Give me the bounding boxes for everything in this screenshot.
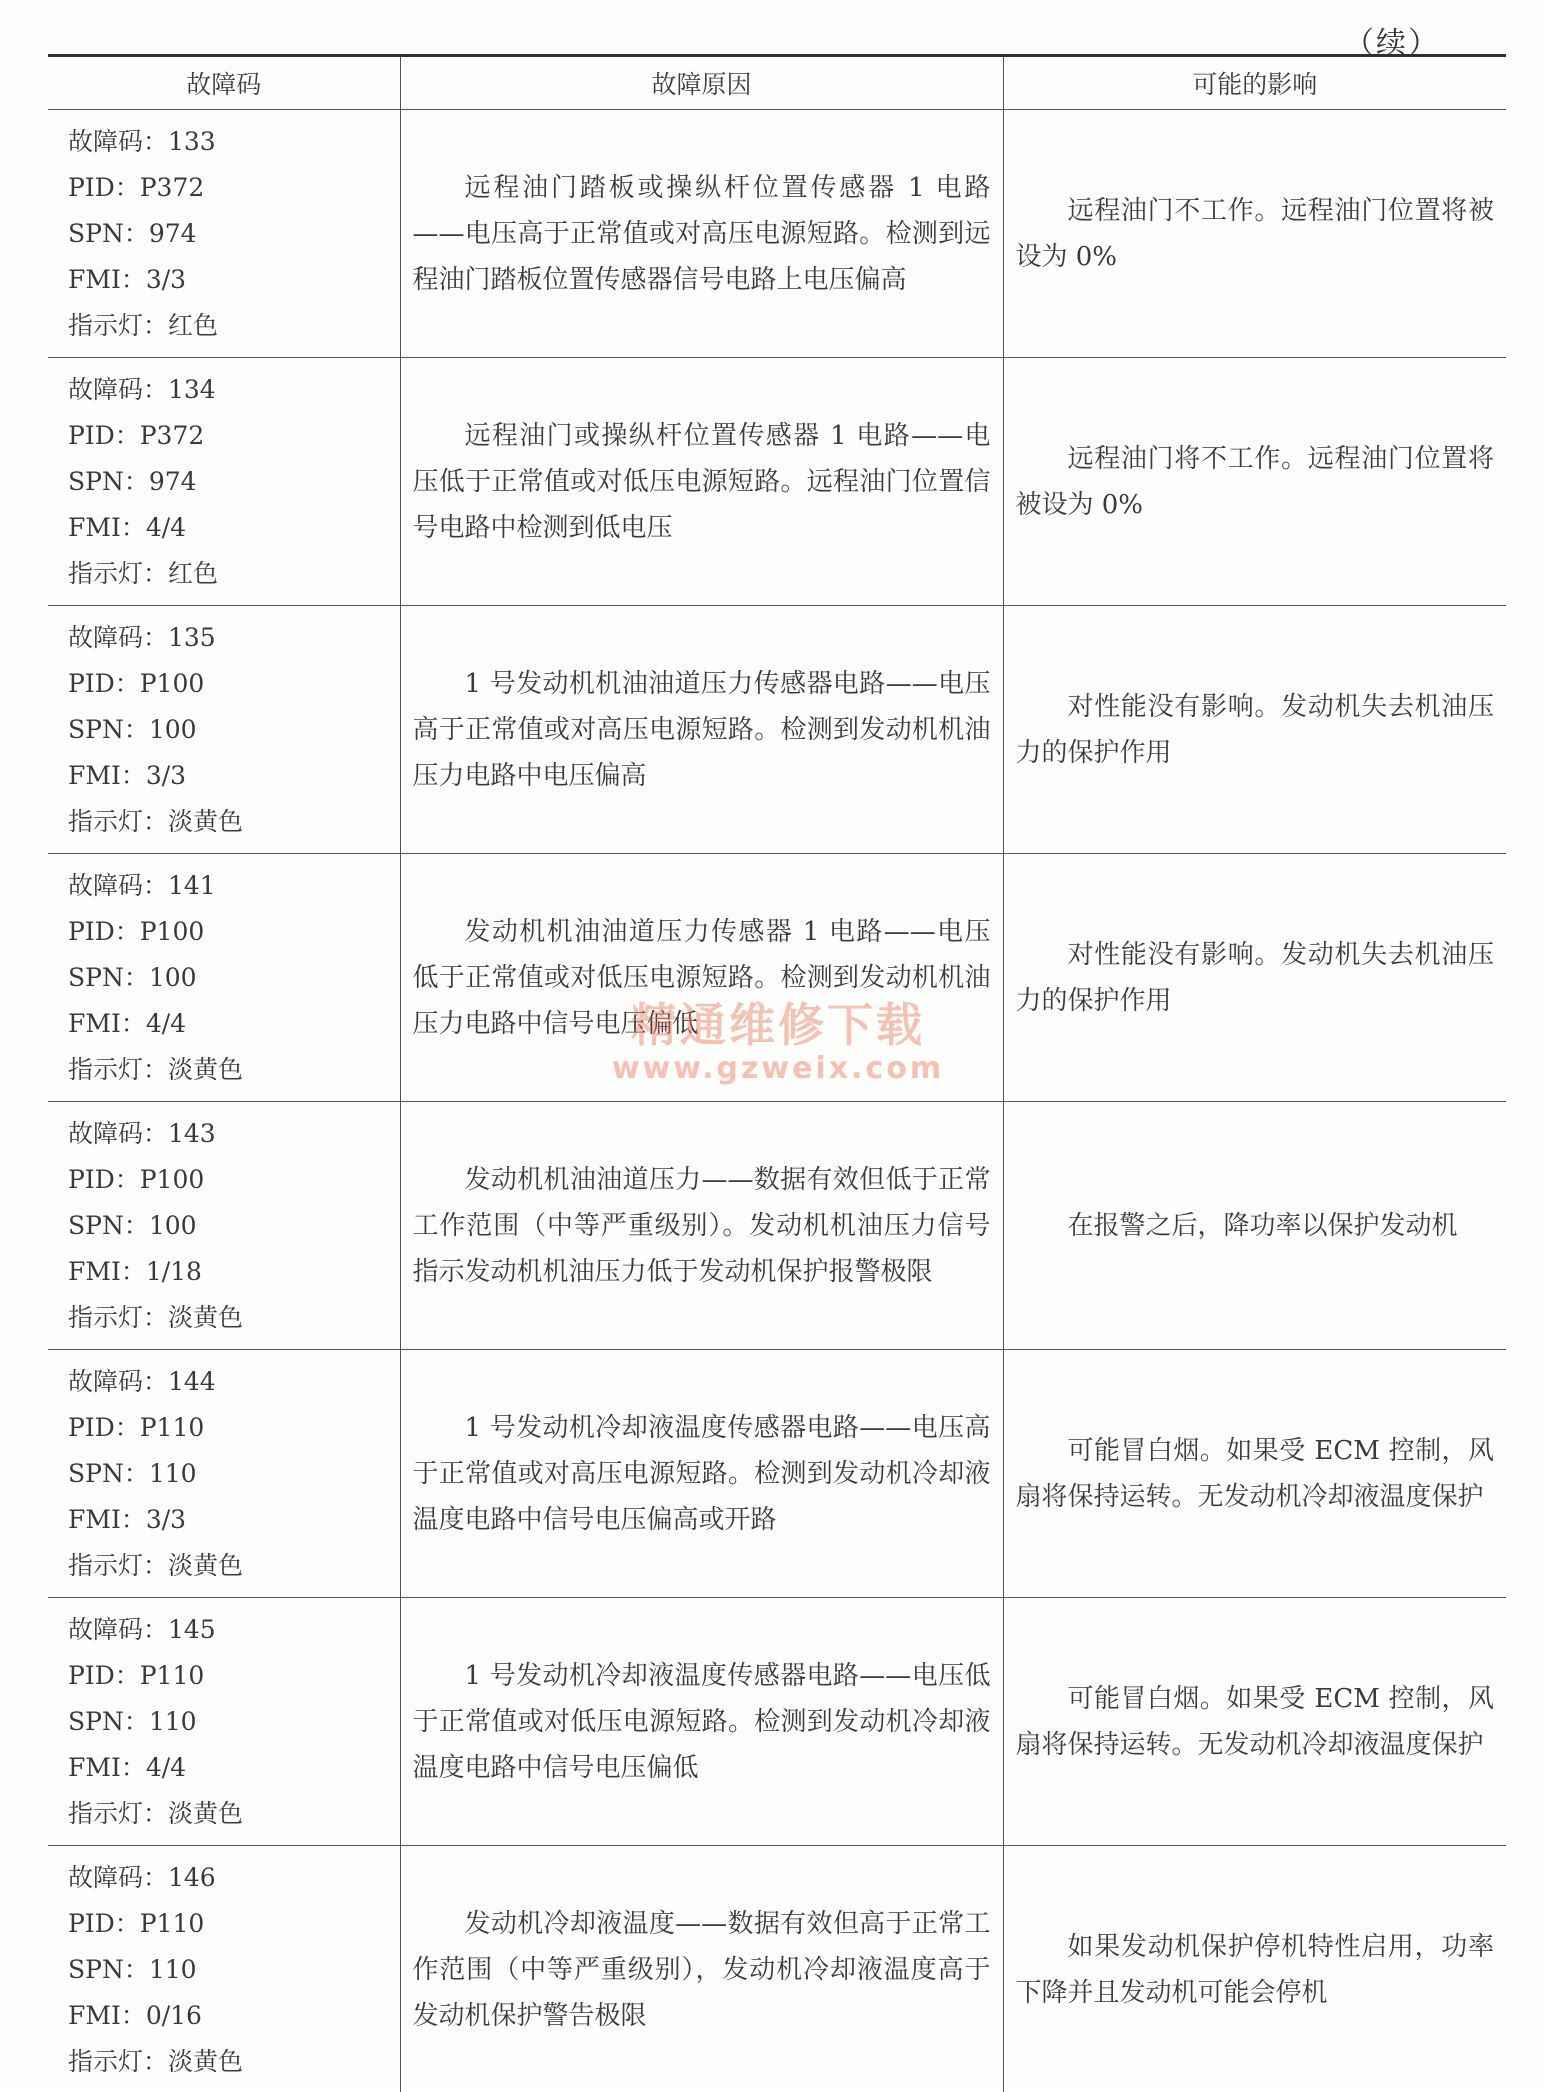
table-row: [48, 1598, 1506, 1846]
pid-value: PID：P372: [68, 165, 400, 211]
fault-code-cell: [48, 606, 400, 854]
fault-code-number: 故障码：141: [68, 863, 400, 909]
indicator-lamp: 指示灯：淡黄色: [68, 1047, 400, 1093]
fault-code-number: 故障码：143: [68, 1111, 400, 1157]
watermark-url: www.gzweix.com: [598, 1052, 958, 1086]
fault-cause-text: 发动机冷却液温度——数据有效但高于正常工作范围（中等严重级别），发动机冷却液温度高于发动机保护警告极限: [413, 1901, 991, 2039]
fault-cause-text: 发动机机油油道压力传感器 1 电路——电压低于正常值或对低压电源短路。检测到发动机机油压力电路中信号电压偏低: [413, 909, 991, 1047]
continued-note: （续）: [1344, 18, 1440, 62]
fmi-value: FMI：4/4: [68, 505, 400, 551]
possible-effect-cell: [1003, 1350, 1506, 1598]
fault-cause-cell: [400, 1598, 1003, 1846]
fault-code-cell: [48, 1102, 400, 1350]
possible-effect-text: 在报警之后，降功率以保护发动机: [1016, 1203, 1495, 1249]
spn-value: SPN：974: [68, 459, 400, 505]
spn-value: SPN：100: [68, 707, 400, 753]
possible-effect-cell: [1003, 110, 1506, 358]
pid-value: PID：P110: [68, 1653, 400, 1699]
spn-value: SPN：100: [68, 955, 400, 1001]
possible-effect-cell: [1003, 606, 1506, 854]
indicator-lamp: 指示灯：红色: [68, 303, 400, 349]
spn-value: SPN：110: [68, 1451, 400, 1497]
fault-cause-text: 远程油门或操纵杆位置传感器 1 电路——电压低于正常值或对低压电源短路。远程油门位置信号电路中检测到低电压: [413, 413, 991, 551]
fault-cause-cell: [400, 1102, 1003, 1350]
possible-effect-text: 可能冒白烟。如果受 ECM 控制，风扇将保持运转。无发动机冷却液温度保护: [1016, 1428, 1495, 1520]
fault-code-number: 故障码：133: [68, 119, 400, 165]
indicator-lamp: 指示灯：淡黄色: [68, 1543, 400, 1589]
possible-effect-text: 远程油门将不工作。远程油门位置将被设为 0%: [1016, 436, 1495, 528]
fmi-value: FMI：3/3: [68, 257, 400, 303]
spn-value: SPN：110: [68, 1699, 400, 1745]
spn-value: SPN：100: [68, 1203, 400, 1249]
spn-value: SPN：110: [68, 1947, 400, 1993]
possible-effect-cell: [1003, 1598, 1506, 1846]
table-row: [48, 1102, 1506, 1350]
fault-code-cell: [48, 358, 400, 606]
fault-cause-text: 1 号发动机冷却液温度传感器电路——电压低于正常值或对低压电源短路。检测到发动机冷却液温度电路中信号电压偏低: [413, 1653, 991, 1791]
table-row: [48, 606, 1506, 854]
possible-effect-text: 可能冒白烟。如果受 ECM 控制，风扇将保持运转。无发动机冷却液温度保护: [1016, 1676, 1495, 1768]
header-possible-effect: 可能的影响: [1003, 57, 1506, 110]
header-fault-cause: 故障原因: [400, 57, 1003, 110]
pid-value: PID：P100: [68, 909, 400, 955]
possible-effect-cell: [1003, 1102, 1506, 1350]
possible-effect-text: 如果发动机保护停机特性启用，功率下降并且发动机可能会停机: [1016, 1924, 1495, 2016]
fault-cause-text: 发动机机油油道压力——数据有效但低于正常工作范围（中等严重级别）。发动机机油压力信号指示发动机机油压力低于发动机保护报警极限: [413, 1157, 991, 1295]
fault-code-number: 故障码：145: [68, 1607, 400, 1653]
fmi-value: FMI：1/18: [68, 1249, 400, 1295]
table-row: [48, 1350, 1506, 1598]
fault-code-table-container: [48, 54, 1506, 2092]
pid-value: PID：P110: [68, 1405, 400, 1451]
watermark-title: 精通维修下载: [598, 998, 958, 1052]
possible-effect-text: 远程油门不工作。远程油门位置将被设为 0%: [1016, 188, 1495, 280]
table-row: [48, 358, 1506, 606]
fault-code-number: 故障码：135: [68, 615, 400, 661]
fault-code-table: [48, 57, 1506, 2092]
possible-effect-text: 对性能没有影响。发动机失去机油压力的保护作用: [1016, 932, 1495, 1024]
indicator-lamp: 指示灯：淡黄色: [68, 799, 400, 845]
fmi-value: FMI：3/3: [68, 1497, 400, 1543]
possible-effect-cell: [1003, 854, 1506, 1102]
table-row: [48, 1846, 1506, 2092]
fault-cause-cell: [400, 358, 1003, 606]
possible-effect-text: 对性能没有影响。发动机失去机油压力的保护作用: [1016, 684, 1495, 776]
header-fault-code: 故障码: [48, 57, 400, 110]
pid-value: PID：P110: [68, 1901, 400, 1947]
table-row: [48, 110, 1506, 358]
indicator-lamp: 指示灯：淡黄色: [68, 1791, 400, 1837]
fault-code-number: 故障码：134: [68, 367, 400, 413]
fault-code-cell: [48, 1350, 400, 1598]
fault-code-cell: [48, 110, 400, 358]
fault-cause-cell: [400, 110, 1003, 358]
indicator-lamp: 指示灯：红色: [68, 551, 400, 597]
indicator-lamp: 指示灯：淡黄色: [68, 1295, 400, 1341]
pid-value: PID：P100: [68, 1157, 400, 1203]
table-header-row: [48, 57, 1506, 110]
fault-cause-cell: [400, 1846, 1003, 2092]
fmi-value: FMI：4/4: [68, 1001, 400, 1047]
spn-value: SPN：974: [68, 211, 400, 257]
fault-cause-text: 1 号发动机冷却液温度传感器电路——电压高于正常值或对高压电源短路。检测到发动机冷却液温度电路中信号电压偏高或开路: [413, 1405, 991, 1543]
fmi-value: FMI：0/16: [68, 1993, 400, 2039]
fault-code-number: 故障码：144: [68, 1359, 400, 1405]
fault-cause-cell: [400, 854, 1003, 1102]
fmi-value: FMI：3/3: [68, 753, 400, 799]
fault-cause-cell: [400, 1350, 1003, 1598]
fault-code-cell: [48, 854, 400, 1102]
fault-code-number: 故障码：146: [68, 1855, 400, 1901]
pid-value: PID：P372: [68, 413, 400, 459]
table-row: [48, 854, 1506, 1102]
fault-code-cell: [48, 1846, 400, 2092]
pid-value: PID：P100: [68, 661, 400, 707]
possible-effect-cell: [1003, 1846, 1506, 2092]
fault-cause-cell: [400, 606, 1003, 854]
indicator-lamp: 指示灯：淡黄色: [68, 2039, 400, 2085]
fault-code-cell: [48, 1598, 400, 1846]
fault-cause-text: 远程油门踏板或操纵杆位置传感器 1 电路——电压高于正常值或对高压电源短路。检测到远程油门踏板位置传感器信号电路上电压偏高: [413, 165, 991, 303]
fmi-value: FMI：4/4: [68, 1745, 400, 1791]
possible-effect-cell: [1003, 358, 1506, 606]
fault-cause-text: 1 号发动机机油油道压力传感器电路——电压高于正常值或对高压电源短路。检测到发动机机油压力电路中电压偏高: [413, 661, 991, 799]
